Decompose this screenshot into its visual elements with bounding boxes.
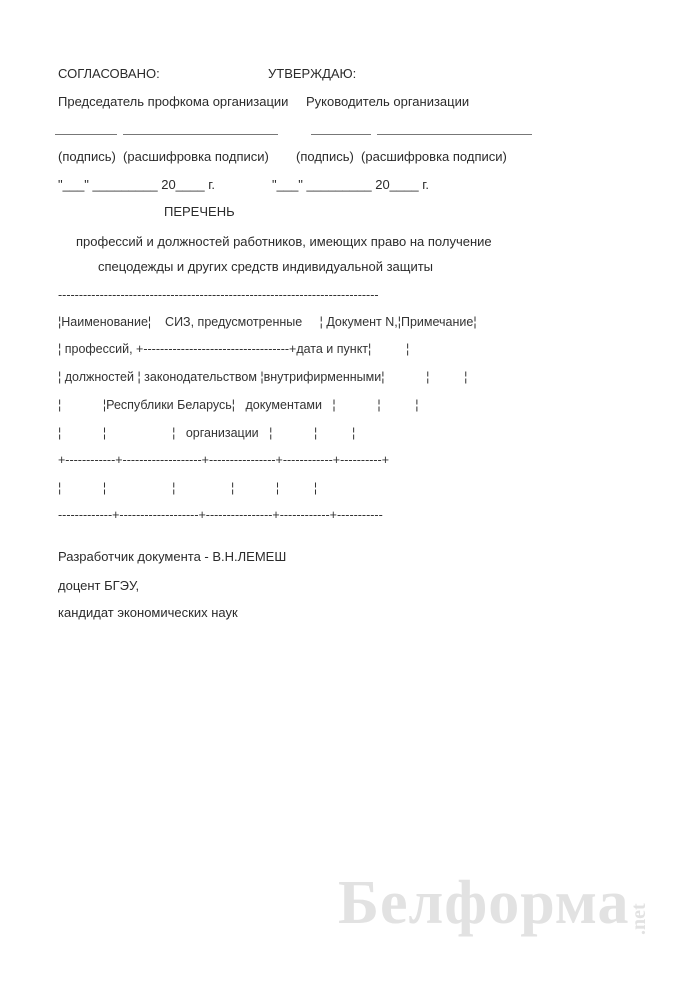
left-sign-caption: (подпись) (расшифровка подписи) <box>58 149 269 164</box>
agreed-label: СОГЛАСОВАНО: <box>58 66 160 81</box>
table-row: ¦ профессий, +-----------------------------------+дата и пункт¦ ¦ <box>58 342 410 356</box>
left-name-line <box>123 134 278 135</box>
developer-position: доцент БГЭУ, <box>58 578 140 593</box>
title-line-1: профессий и должностей работников, имеющих право на получение <box>76 234 492 249</box>
table-row: ¦ должностей ¦ законодательством ¦внутрифирменными¦ ¦ ¦ <box>58 370 468 384</box>
right-signer-title: Руководитель организации <box>306 94 470 109</box>
watermark-logo: Белформа <box>338 869 630 937</box>
table-row: ¦ ¦ ¦ ¦ ¦ ¦ <box>58 481 318 495</box>
developer-degree: кандидат экономических наук <box>58 605 238 620</box>
approve-label: УТВЕРЖДАЮ: <box>268 66 357 81</box>
table-row: -------------+-------------------+----------------+------------+----------- <box>58 508 383 522</box>
right-signature-line <box>311 134 371 135</box>
title-line-2: спецодежды и других средств индивидуальной защиты <box>98 259 434 274</box>
left-date: "___" _________ 20____ г. <box>58 177 215 192</box>
table-row: ----------------------------------------------------------------------------- <box>58 288 379 302</box>
document-heading: ПЕРЕЧЕНЬ <box>164 204 235 219</box>
left-signature-line <box>55 134 117 135</box>
right-sign-caption: (подпись) (расшифровка подписи) <box>296 149 507 164</box>
right-date: "___" _________ 20____ г. <box>272 177 429 192</box>
right-name-line <box>377 134 532 135</box>
table-row: ¦ ¦ ¦ организации ¦ ¦ ¦ <box>58 426 356 440</box>
table-row: +------------+-------------------+----------------+------------+----------+ <box>58 453 390 467</box>
table-row: ¦Наименование¦ СИЗ, предусмотренные ¦ Документ N,¦Примечание¦ <box>58 315 477 329</box>
watermark-suffix: .net <box>628 903 650 935</box>
table-row: ¦ ¦Республики Беларусь¦ документами ¦ ¦ ¦ <box>58 398 419 412</box>
developer-line: Разработчик документа - В.Н.ЛЕМЕШ <box>58 549 287 564</box>
left-signer-title: Председатель профкома организации <box>58 94 289 109</box>
